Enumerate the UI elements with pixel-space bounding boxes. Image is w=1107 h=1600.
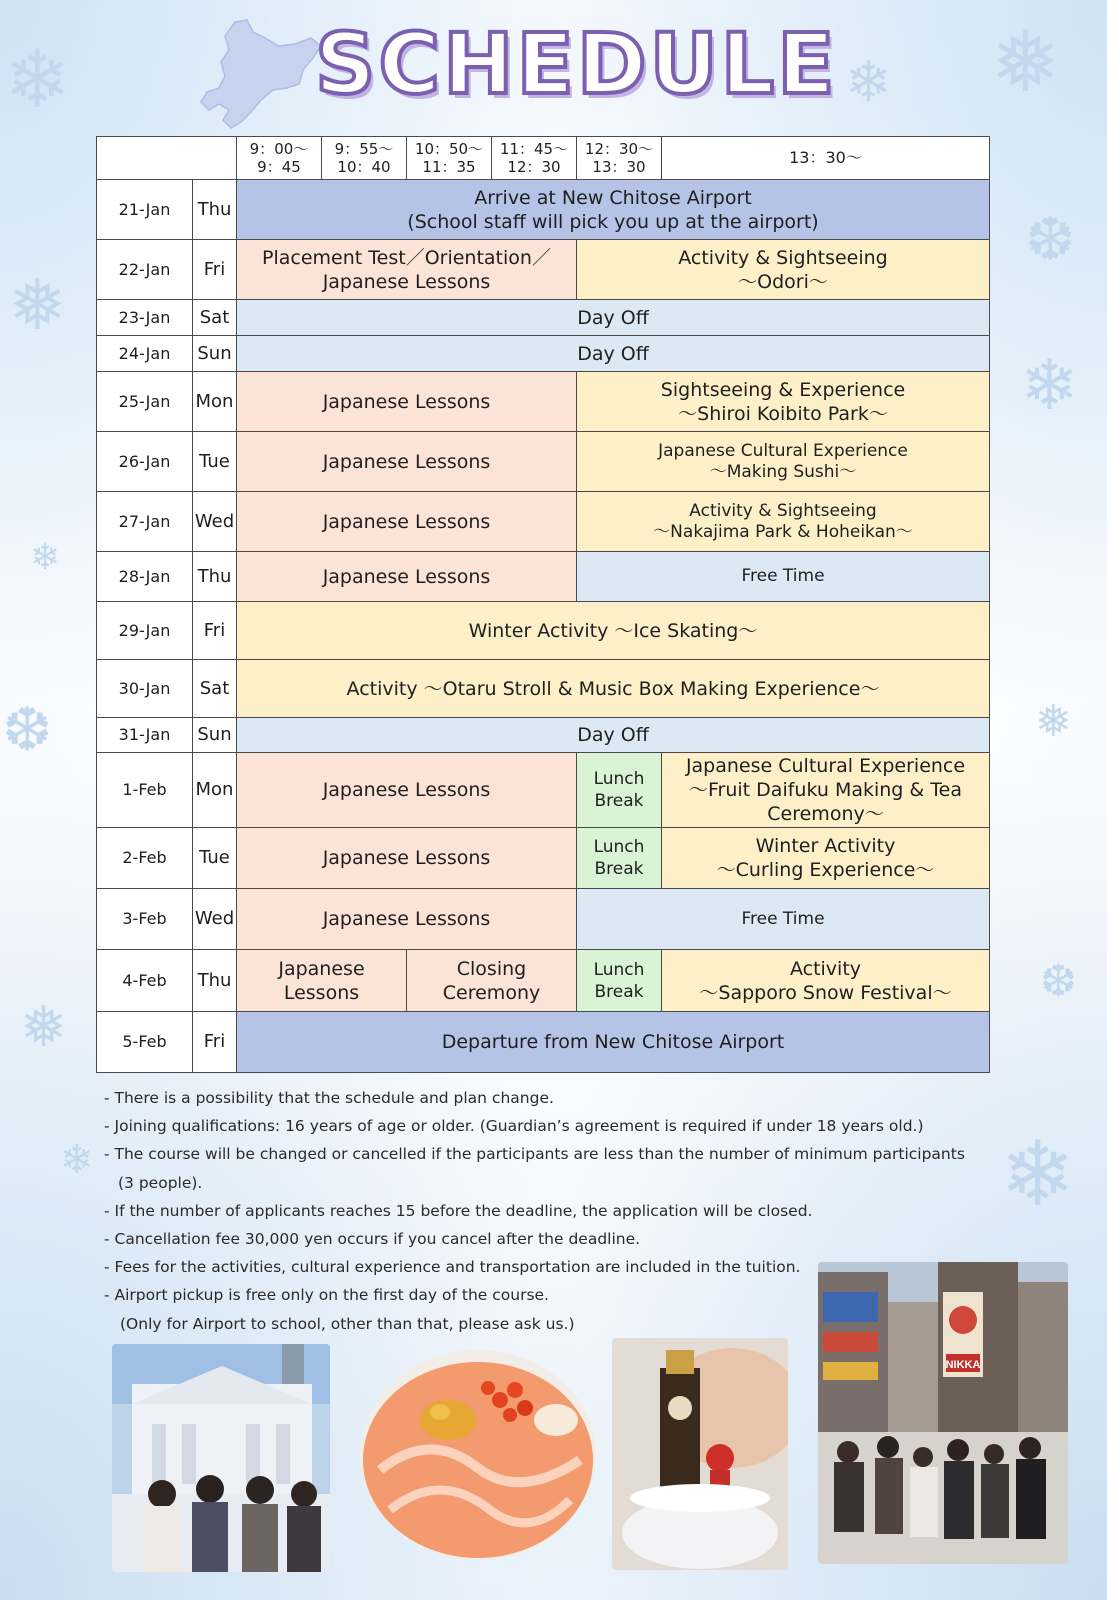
row-day: Tue (193, 432, 237, 492)
cell-free-time: Free Time (577, 552, 990, 602)
cell-morning: Japanese Lessons (237, 492, 577, 552)
row-day: Thu (193, 180, 237, 240)
cell-free-time: Free Time (577, 889, 990, 950)
cell-morning-lessons: Japanese Lessons (237, 950, 407, 1012)
row-date: 24-Jan (97, 336, 193, 372)
row-day: Sat (193, 660, 237, 718)
row-day: Wed (193, 889, 237, 950)
snowflake-icon: ❄ (1000, 1122, 1076, 1227)
time-slot-1: 9：00～ 9：45 (237, 137, 322, 180)
row-day: Mon (193, 753, 237, 828)
cell-morning: Japanese Lessons (237, 753, 577, 828)
row-day: Fri (193, 240, 237, 300)
table-row (97, 753, 990, 828)
time-slot-6: 13：30～ (662, 137, 990, 180)
table-row (97, 552, 990, 602)
row-day: Fri (193, 1012, 237, 1073)
table-row (97, 180, 990, 240)
note-item: - There is a possibility that the schedule and plan change. (104, 1089, 554, 1107)
snowflake-icon: ❄ (845, 50, 892, 115)
cell-morning: Japanese Lessons (237, 828, 577, 889)
cell-departure: Departure from New Chitose Airport (237, 1012, 990, 1073)
photo-sapporo-street (818, 1262, 1068, 1564)
table-row (97, 240, 990, 300)
row-day: Wed (193, 492, 237, 552)
row-date: 28-Jan (97, 552, 193, 602)
cell-day-off: Day Off (237, 300, 990, 336)
note-item: - Joining qualifications: 16 years of age or older. (Guardian’s agreement is required if under 18 years old.) (104, 1117, 924, 1136)
header-blank (97, 137, 237, 180)
time-slot-2: 9：55～ 10：40 (322, 137, 407, 180)
cell-afternoon: Japanese Cultural Experience ～Making Sushi～ (577, 432, 990, 492)
cell-afternoon: Activity ～Sapporo Snow Festival～ (662, 950, 990, 1012)
time-slot-5: 12：30～ 13：30 (577, 137, 662, 180)
row-day: Tue (193, 828, 237, 889)
cell-afternoon: Winter Activity ～Curling Experience～ (662, 828, 990, 889)
cell-afternoon: Activity & Sightseeing ～Nakajima Park & Hoheikan～ (577, 492, 990, 552)
cell-day-off: Day Off (237, 718, 990, 753)
table-row (97, 602, 990, 660)
note-item: - Fees for the activities, cultural experience and transportation are included in the tuition. (104, 1258, 801, 1277)
table-row (97, 889, 990, 950)
table-row (97, 1012, 990, 1073)
table-row (97, 660, 990, 718)
row-date: 29-Jan (97, 602, 193, 660)
row-date: 3-Feb (97, 889, 193, 950)
row-date: 25-Jan (97, 372, 193, 432)
cell-lunch-break: Lunch Break (577, 828, 662, 889)
photo-kaisendon (360, 1350, 596, 1560)
hokkaido-map-icon (195, 18, 325, 130)
cell-day-off: Day Off (237, 336, 990, 372)
svg-text:NIKKA: NIKKA (945, 1359, 981, 1371)
cell-arrival: Arrive at New Chitose Airport (School staff will pick you up at the airport) (237, 180, 990, 240)
cell-morning: Placement Test／Orientation／ Japanese Lessons (237, 240, 577, 300)
table-row (97, 492, 990, 552)
row-date: 21-Jan (97, 180, 193, 240)
row-date: 31-Jan (97, 718, 193, 753)
photo-snow-sculpture (112, 1344, 330, 1572)
schedule-table (96, 136, 990, 1073)
note-item: - The course will be changed or cancelled if the participants are less than the number of minimum participants (3 people). (104, 1145, 965, 1192)
row-date: 2-Feb (97, 828, 193, 889)
cell-closing-ceremony: Closing Ceremony (407, 950, 577, 1012)
row-day: Sun (193, 718, 237, 753)
cell-lunch-break: Lunch Break (577, 950, 662, 1012)
cell-morning: Japanese Lessons (237, 432, 577, 492)
snowflake-icon: ❄ (4, 33, 72, 126)
row-date: 22-Jan (97, 240, 193, 300)
snowflake-icon: ❆ (1025, 205, 1076, 275)
table-row (97, 336, 990, 372)
row-date: 30-Jan (97, 660, 193, 718)
table-row (97, 372, 990, 432)
photo-music-box (612, 1338, 788, 1570)
snowflake-icon: ❅ (8, 264, 67, 346)
note-item: - If the number of applicants reaches 15 before the deadline, the application will be closed. (104, 1201, 813, 1220)
cell-otaru-activity: Activity ～Otaru Stroll & Music Box Making Experience～ (237, 660, 990, 718)
row-day: Mon (193, 372, 237, 432)
snowflake-icon: ❄ (60, 1137, 94, 1183)
snowflake-icon: ❄ (30, 537, 61, 578)
row-date: 27-Jan (97, 492, 193, 552)
snowflake-icon: ❄ (1020, 344, 1079, 426)
row-date: 1-Feb (97, 753, 193, 828)
table-row (97, 828, 990, 889)
cell-afternoon: Japanese Cultural Experience ～Fruit Daifuku Making & Tea Ceremony～ (662, 753, 990, 828)
note-extra: (Only for Airport to school, other than that, please ask us.) (120, 1314, 575, 1333)
cell-afternoon: Sightseeing & Experience ～Shiroi Koibito Park～ (577, 372, 990, 432)
snowflake-icon: ❅ (1035, 696, 1072, 747)
table-row (97, 300, 990, 336)
row-date: 5-Feb (97, 1012, 193, 1073)
table-row (97, 950, 990, 1012)
row-date: 26-Jan (97, 432, 193, 492)
page-title: SCHEDULE (315, 15, 838, 113)
snowflake-icon: ❅ (990, 13, 1061, 111)
row-date: 4-Feb (97, 950, 193, 1012)
table-row (97, 432, 990, 492)
row-day: Sun (193, 336, 237, 372)
cell-morning: Japanese Lessons (237, 889, 577, 950)
cell-lunch-break: Lunch Break (577, 753, 662, 828)
snowflake-icon: ❅ (20, 995, 67, 1060)
row-day: Thu (193, 950, 237, 1012)
snowflake-icon: ❆ (2, 695, 53, 765)
table-row (97, 718, 990, 753)
header-row (97, 137, 990, 180)
cell-morning: Japanese Lessons (237, 552, 577, 602)
note-item: - Cancellation fee 30,000 yen occurs if you cancel after the deadline. (104, 1230, 641, 1249)
row-day: Fri (193, 602, 237, 660)
time-slot-3: 10：50～ 11：35 (407, 137, 492, 180)
row-date: 23-Jan (97, 300, 193, 336)
row-day: Thu (193, 552, 237, 602)
row-day: Sat (193, 300, 237, 336)
time-slot-4: 11：45～ 12：30 (492, 137, 577, 180)
snowflake-icon: ❆ (1040, 956, 1077, 1007)
cell-afternoon: Activity & Sightseeing ～Odori～ (577, 240, 990, 300)
cell-morning: Japanese Lessons (237, 372, 577, 432)
cell-winter-activity: Winter Activity ～Ice Skating～ (237, 602, 990, 660)
note-item: - Airport pickup is free only on the first day of the course. (104, 1286, 549, 1305)
